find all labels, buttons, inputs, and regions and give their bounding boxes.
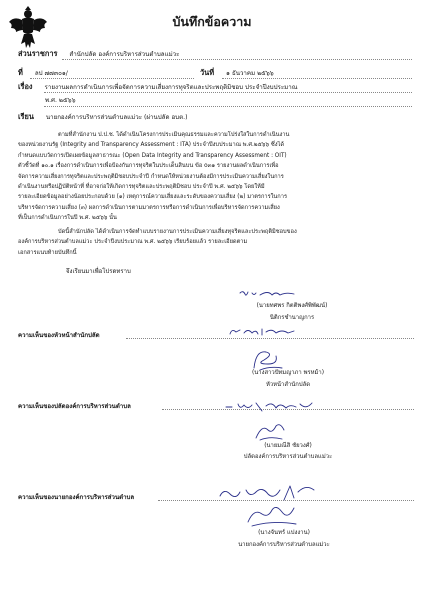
to-row — [18, 113, 188, 122]
head-position: หัวหน้าสำนักปลัด — [265, 382, 311, 388]
head-name: (นางสาวปัทมญาภา พรหม้า) — [251, 370, 325, 376]
body-line: เอกสารแนบท้ายบันทึกนี้ — [18, 249, 77, 256]
closing-text: จึงเรียนมาเพื่อโปรดทราบ — [66, 268, 131, 275]
date-value: ๑ ธันวาคม ๒๕๖๖ — [226, 70, 274, 77]
date-label: วันที่ — [200, 68, 215, 77]
body-paragraph-2 — [18, 227, 410, 258]
mayor-opinion-label: ความเห็นของนายกองค์การบริหารส่วนตำบล — [18, 494, 135, 501]
agency-value: สำนักปลัด องค์การบริหารส่วนตำบลแม่วะ — [69, 51, 180, 58]
deputy-signature — [250, 420, 290, 442]
reference-underline — [30, 78, 194, 79]
agency-row — [18, 50, 179, 59]
to-value: นายกองค์การบริหารส่วนตำบลแม่วะ (ผ่านปลัด อบต.) — [45, 114, 188, 121]
head-opinion-handwriting — [228, 326, 298, 338]
date-underline — [222, 78, 412, 79]
subject-row — [18, 83, 297, 92]
head-opinion-line — [126, 338, 414, 339]
body-line: จัดการความเสี่ยงการทุจริตและประพฤติมิชอบประจำปี กำหนดให้หน่วยงานต้องมีการประเมินความเสี่ยงในการ — [18, 173, 284, 180]
deputy-position: ปลัดองค์การบริหารส่วนตำบลแม่วะ — [243, 454, 333, 460]
officer-position: นิติกรชำนาญการ — [269, 315, 315, 321]
agency-label: ส่วนราชการ — [18, 49, 58, 58]
body-line: ของหน่วยงานรัฐ (Integrity and Transparency Assessment : ITA) ประจำปีงบประมาณ พ.ศ.๒๕๖๖ ซึ่งได้ — [18, 142, 285, 149]
body-line: ที่เป็นการดำเนินการในปี พ.ศ. ๒๕๖๖ นั้น — [18, 215, 117, 222]
deputy-name: (นายมณีสิ ชัยวงศ์) — [264, 443, 312, 449]
body-line: ดำเนินงานหรือปฏิบัติหน้าที่ ที่อาจก่อให้เกิดการทุจริตและประพฤติมิชอบ ประจำปี พ.ศ. ๒๕๖๖ โดยให้มี — [18, 184, 265, 191]
mayor-position: นายกองค์การบริหารส่วนตำบลแม่วะ — [238, 542, 330, 548]
body-paragraph-1 — [18, 130, 410, 224]
subject-line-2: พ.ศ. ๒๕๖๖ — [45, 97, 76, 104]
subject-underline-1 — [44, 92, 412, 93]
mayor-signature — [244, 502, 300, 528]
reference-label: ที่ — [18, 68, 23, 77]
subject-line-1: รายงานผลการดำเนินการเพื่อจัดการความเสี่ยงการทุจริตและประพฤติมิชอบ ประจำปีงบประมาณ — [44, 84, 298, 91]
memo-title: บันทึกข้อความ — [172, 14, 252, 29]
subject-label: เรื่อง — [18, 82, 33, 91]
reference-row — [18, 69, 68, 78]
officer-name: (นายทศพร กิตติพงศ์พิพัฒน์) — [256, 303, 328, 309]
body-line: องค์การบริหารส่วนตำบลแม่วะ ประจำปีงบประมาณ พ.ศ. ๒๕๖๖ เรียบร้อยแล้ว รายละเอียดตาม — [18, 239, 248, 246]
to-label: เรียน — [18, 112, 34, 121]
head-opinion-label: ความเห็นของหัวหน้าสำนักปลัด — [18, 332, 100, 339]
subject-underline-2 — [44, 106, 412, 107]
date-row — [200, 69, 274, 78]
mayor-opinion-handwriting — [218, 482, 318, 504]
body-line: บริหารจัดการความเสี่ยง (๓) ผลการดำเนินการตามมาตรการหรือการดำเนินการเพื่อบริหารจัดการความเสี่ยง — [18, 204, 280, 211]
deputy-opinion-handwriting — [224, 400, 314, 414]
body-line: กำหนดแบบวัดการเปิดเผยข้อมูลสาธารณะ (Open Data Integrity and Transparency Assessment : OIT) — [18, 152, 287, 159]
reference-value: ลป ๗๗๓๐๑/ — [34, 70, 68, 77]
mayor-name: (นางจันทร์ แปงงาน) — [258, 530, 310, 536]
body-line: ตัวชี้วัดที่ ๑๐.๑ เรื่องการดำเนินการเพื่อป้องกันการทุจริตในประเด็นสินบน ข้อ o๓๑ รายงานผลดำเนินการเพื่อ — [18, 163, 279, 170]
body-line: บัดนี้สำนักปลัด ได้ดำเนินการจัดทำแบบรายงานการประเมินความเสี่ยงทุจริตและประพฤติมิชอบของ — [58, 229, 297, 235]
deputy-opinion-label: ความเห็นของปลัดองค์การบริหารส่วนตำบล — [18, 403, 131, 410]
body-line: รายละเอียดข้อมูลอย่างน้อยประกอบด้วย (๑) เหตุการณ์ความเสี่ยงและระดับของความเสี่ยง (๒) มาตรการในการ — [18, 194, 288, 201]
agency-underline — [62, 59, 412, 60]
body-line: ตามที่สำนักงาน ป.ป.ช. ได้ดำเนินโครงการประเมินคุณธรรมและความโปร่งใสในการดำเนินงาน — [58, 132, 290, 138]
